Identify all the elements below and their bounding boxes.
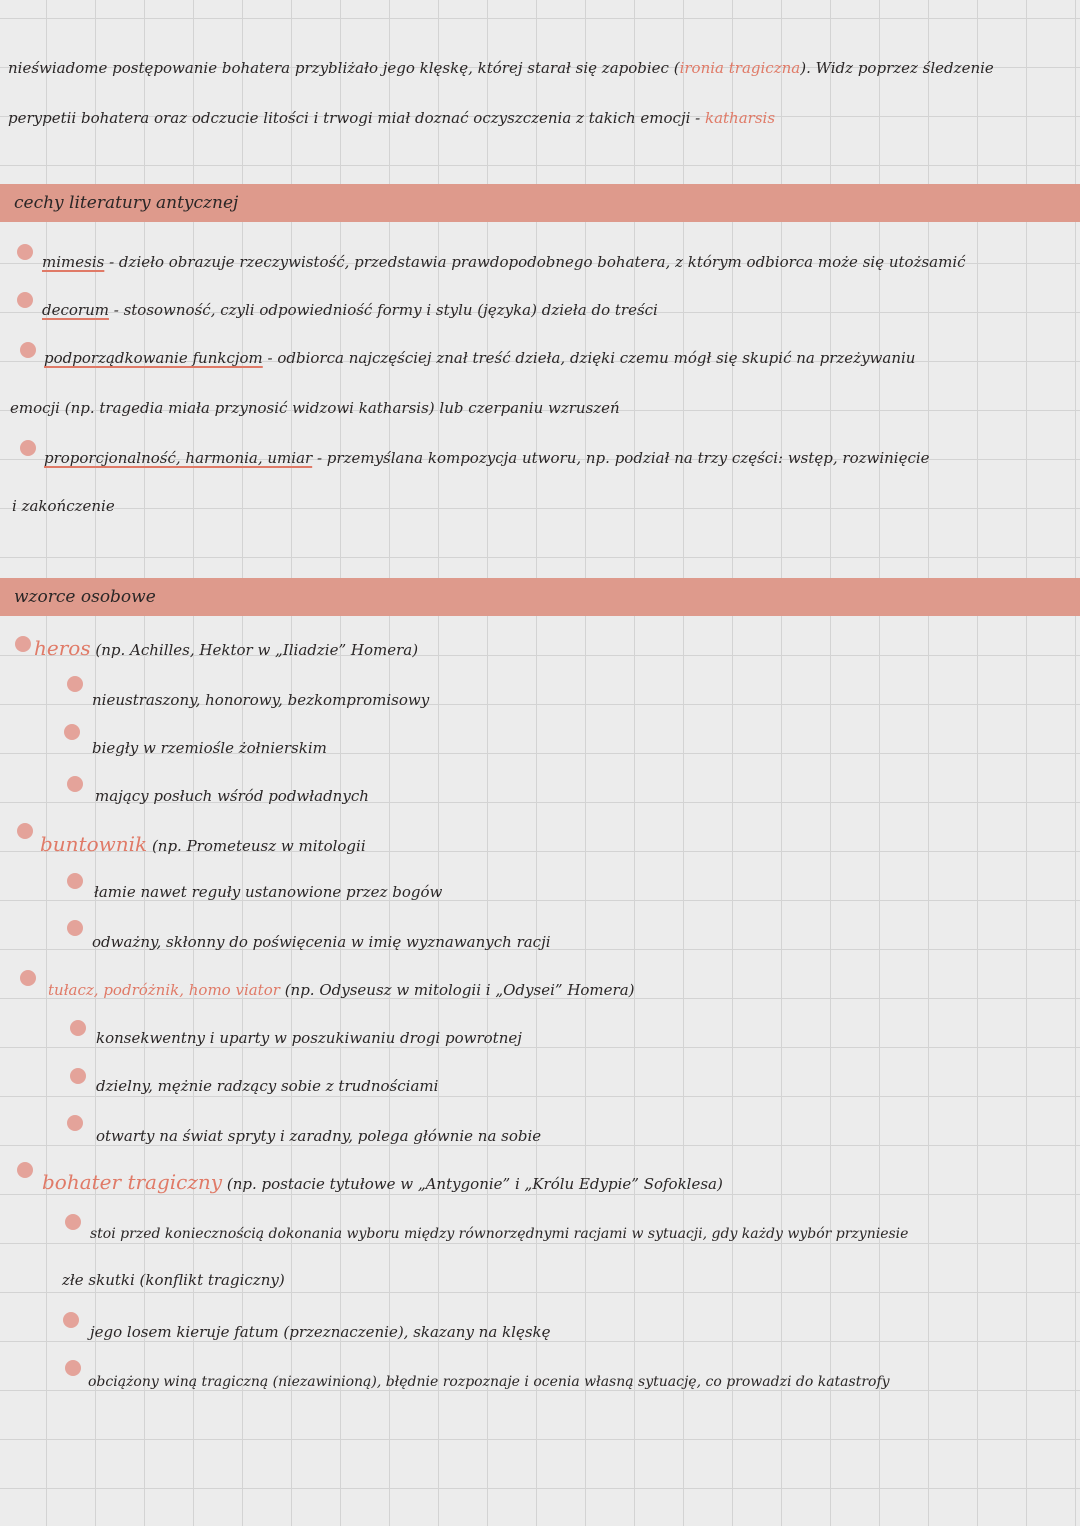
item-text: - stosowność, czyli odpowiedniość formy i stylu (języka) dzieła do treści xyxy=(108,301,658,319)
head-bohater-tragiczny: bohater tragiczny xyxy=(42,1170,223,1194)
bullet-dot xyxy=(64,724,80,740)
head-heros: heros xyxy=(34,636,91,660)
tragiczny-item-1-continuation xyxy=(62,1270,285,1290)
tulacz-item-1 xyxy=(96,1028,522,1048)
heros-item-3 xyxy=(95,786,369,806)
cechy-item-3-continuation xyxy=(10,398,620,418)
item-text: - przemyślana kompozycja utworu, np. podział na trzy części: wstęp, rozwinięcie xyxy=(312,449,930,467)
intro-text-end: ). Widz poprzez śledzenie xyxy=(800,59,994,77)
bullet-dot xyxy=(17,1162,33,1178)
item-text: biegły w rzemiośle żołnierskim xyxy=(92,739,327,757)
bullet-dot xyxy=(67,873,83,889)
cechy-item-4-continuation xyxy=(12,496,115,516)
term-mimesis: mimesis xyxy=(42,253,105,271)
term-proporcjonalnosc: proporcjonalność, harmonia, umiar xyxy=(44,449,313,467)
bullet-dot xyxy=(67,1115,83,1131)
bullet-dot xyxy=(70,1020,86,1036)
cechy-item-2 xyxy=(42,300,658,320)
bullet-dot xyxy=(20,970,36,986)
bullet-dot xyxy=(63,1312,79,1328)
section-header-wzorce xyxy=(0,578,1080,616)
bullet-dot xyxy=(17,244,33,260)
intro-line-2 xyxy=(8,108,775,128)
item-text: odważny, skłonny do poświęcenia w imię wyznawanych racji xyxy=(92,933,551,951)
bullet-dot xyxy=(67,920,83,936)
cechy-item-3 xyxy=(44,348,915,368)
wzorzec-bohater-tragiczny xyxy=(42,1172,723,1194)
intro-text: nieświadome postępowanie bohatera przybliżało jego klęskę, której starał się zapobiec ( xyxy=(8,59,680,77)
item-text: dzielny, mężnie radzący sobie z trudnościami xyxy=(96,1077,439,1095)
bullet-dot xyxy=(17,292,33,308)
item-text: łamie nawet reguły ustanowione przez bogów xyxy=(94,883,443,901)
item-text: obciążony winą tragiczną (niezawinioną), błędnie rozpoznaje i ocenia własną sytuację, co prowadzi do katastrofy xyxy=(88,1374,890,1390)
item-text: - odbiorca najczęściej znał treść dzieła, dzięki czemu mógł się skupić na przeżywaniu xyxy=(262,349,916,367)
tragiczny-item-2 xyxy=(90,1322,550,1342)
heros-item-2 xyxy=(92,738,327,758)
cechy-item-4 xyxy=(44,448,930,468)
wzorzec-tulacz xyxy=(48,980,635,1000)
bullet-dot xyxy=(70,1068,86,1084)
bullet-dot xyxy=(20,342,36,358)
bullet-dot xyxy=(17,823,33,839)
wzorzec-buntownik xyxy=(40,834,366,856)
item-text: otwarty na świat spryty i zaradny, polega głównie na sobie xyxy=(96,1127,542,1145)
tragiczny-item-3 xyxy=(88,1372,890,1392)
term-katharsis: katharsis xyxy=(705,109,776,127)
head-note: (np. Prometeusz w mitologii xyxy=(147,837,366,855)
buntownik-item-1 xyxy=(94,882,442,902)
item-text: mający posłuch wśród podwładnych xyxy=(95,787,369,805)
section-header-cechy xyxy=(0,184,1080,222)
section-title-wzorce: wzorce osobowe xyxy=(14,587,156,607)
term-decorum: decorum xyxy=(42,301,109,319)
item-text: - dzieło obrazuje rzeczywistość, przedstawia prawdopodobnego bohatera, z którym odbiorca może się utożsamić xyxy=(104,253,966,271)
term-ironia-tragiczna: ironia tragiczna xyxy=(679,59,801,77)
head-note: (np. Achilles, Hektor w „Iliadzie” Homera) xyxy=(90,641,419,659)
item-continuation: złe skutki (konflikt tragiczny) xyxy=(62,1271,285,1289)
item-text: nieustraszony, honorowy, bezkompromisowy xyxy=(92,691,430,709)
item-text: jego losem kieruje fatum (przeznaczenie), skazany na klęskę xyxy=(90,1323,551,1341)
section-title-cechy: cechy literatury antycznej xyxy=(14,193,239,213)
head-note: (np. Odyseusz w mitologii i „Odysei” Homera) xyxy=(279,981,635,999)
heros-item-1 xyxy=(92,690,429,710)
tulacz-item-3 xyxy=(96,1126,541,1146)
tulacz-item-2 xyxy=(96,1076,438,1096)
intro-text-2: perypetii bohatera oraz odczucie litości i trwogi miał doznać oczyszczenia z takich emocji - xyxy=(8,109,705,127)
bullet-dot xyxy=(65,1214,81,1230)
item-text: stoi przed koniecznością dokonania wyboru między równorzędnymi racjami w sytuacji, gdy każdy wybór przyniesie xyxy=(90,1226,909,1242)
head-buntownik: buntownik xyxy=(40,832,148,856)
item-text: konsekwentny i uparty w poszukiwaniu drogi powrotnej xyxy=(96,1029,522,1047)
tragiczny-item-1 xyxy=(90,1224,908,1244)
item-continuation: i zakończenie xyxy=(12,497,115,515)
head-tulacz: tułacz, podróżnik, homo viator xyxy=(48,981,280,999)
bullet-dot xyxy=(67,776,83,792)
bullet-dot xyxy=(65,1360,81,1376)
bullet-dot xyxy=(20,440,36,456)
intro-line-1 xyxy=(8,58,994,78)
item-continuation: emocji (np. tragedia miała przynosić widzowi katharsis) lub czerpaniu wzruszeń xyxy=(10,399,620,417)
head-note: (np. postacie tytułowe w „Antygonie” i „Królu Edypie” Sofoklesa) xyxy=(222,1175,723,1193)
cechy-item-1 xyxy=(42,252,966,272)
term-podporzadkowanie-funkcjom: podporządkowanie funkcjom xyxy=(44,349,263,367)
bullet-dot xyxy=(67,676,83,692)
buntownik-item-2 xyxy=(92,932,551,952)
bullet-dot xyxy=(15,636,31,652)
wzorzec-heros xyxy=(34,638,418,660)
